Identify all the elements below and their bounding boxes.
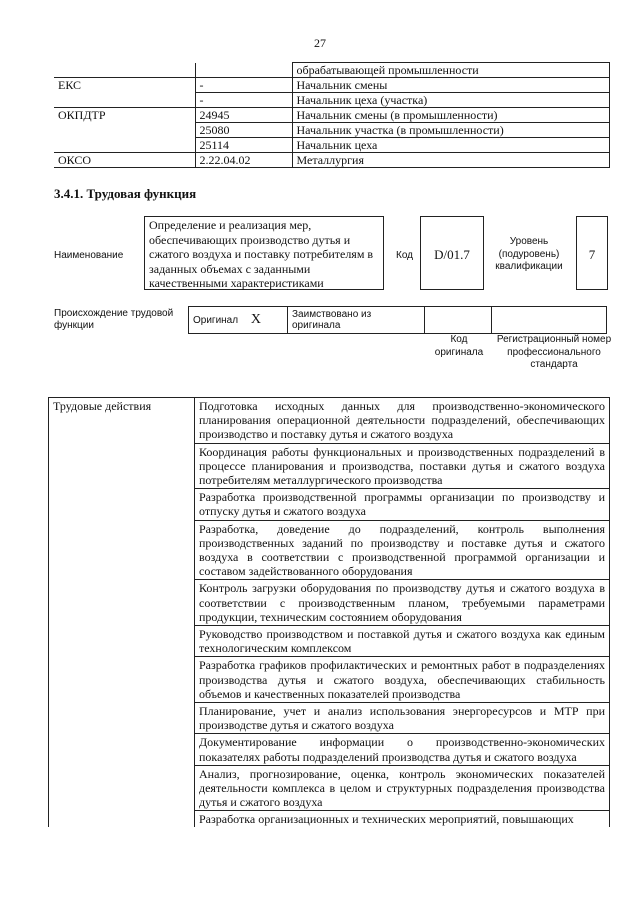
origin-code-caption: Код оригинала (434, 334, 484, 358)
codes-label (54, 138, 195, 153)
codes-name: Начальник цеха (292, 138, 610, 153)
codes-code: 2.22.04.02 (195, 153, 292, 168)
labor-action-item: Руководство производством и поставкой дутья и сжатого воздуха как единым технологическим комплексом (195, 626, 610, 657)
function-name-label: Наименование (54, 250, 124, 261)
codes-code: 25080 (195, 123, 292, 138)
labor-actions-table (48, 397, 610, 827)
qualification-level: 7 (576, 216, 608, 290)
table-row (54, 108, 610, 123)
table-row (189, 307, 607, 334)
borrowed-label: Заимствовано из оригинала (288, 307, 425, 334)
codes-code: 25114 (195, 138, 292, 153)
labor-action-item: Разработка производственной программы организации по производству и отпуску дутья и сжатого воздуха (195, 489, 610, 520)
codes-code: - (195, 93, 292, 108)
original-label: Оригинал (193, 315, 239, 326)
codes-code: 24945 (195, 108, 292, 123)
labor-action-item: Подготовка исходных данных для производственно-экономического планирования операционной деятельности подразделений, обеспечивающих производство и поставку дутья и сжатого воздуха (195, 398, 610, 444)
table-row (54, 123, 610, 138)
codes-table (54, 62, 610, 168)
origin-reg-caption: Регистрационный номер профессионального стандарта (496, 334, 612, 370)
codes-label: ЕКС (54, 78, 195, 93)
origin-code-cell (425, 307, 492, 334)
table-row (54, 138, 610, 153)
codes-name: Начальник смены (в промышленности) (292, 108, 610, 123)
origin-table (188, 306, 607, 334)
codes-name: Начальник цеха (участка) (292, 93, 610, 108)
codes-label: ОКПДТР (54, 108, 195, 123)
labor-action-item: Разработка графиков профилактических и ремонтных работ в подразделениях производства дутья и сжатого воздуха, обеспечивающих стабильность объемов и качественных показателей производства (195, 657, 610, 703)
table-row (54, 153, 610, 168)
codes-code: - (195, 78, 292, 93)
table-row (54, 78, 610, 93)
codes-name: Металлургия (292, 153, 610, 168)
codes-name: Начальник участка (в промышленности) (292, 123, 610, 138)
codes-label (54, 93, 195, 108)
table-row (54, 93, 610, 108)
labor-action-item: Разработка, доведение до подразделений, контроль выполнения производственных заданий по производству и поставке дутья и сжатого воздуха в соответствии с производственной программой организации и составом задействованного оборудования (195, 520, 610, 580)
table-row (49, 398, 610, 444)
codes-label: ОКСО (54, 153, 195, 168)
codes-name: Начальник смены (292, 78, 610, 93)
labor-action-item: Контроль загрузки оборудования по производству дутья и сжатого воздуха в соответствии с производственным планом, требуемыми параметрами продукции, техническим состоянием оборудования (195, 580, 610, 626)
section-title: 3.4.1. Трудовая функция (54, 186, 197, 201)
table-row (54, 63, 610, 78)
function-code: D/01.7 (420, 216, 484, 290)
function-name: Определение и реализация мер, обеспечивающих производство дутья и сжатого воздуха и поставку потребителям в заданных объемах с заданными качественными характеристиками (144, 216, 384, 290)
function-code-label: Код (396, 250, 414, 261)
origin-label: Происхождение трудовой функции (54, 308, 174, 331)
qualification-level-label: Уровень (подуровень) квалификации (495, 236, 563, 272)
original-mark: X (250, 312, 261, 327)
codes-code (195, 63, 292, 78)
labor-action-item: Документирование информации о производственно-экономических показателях работы подразделений производства дутья и сжатого воздуха (195, 734, 610, 765)
codes-name: обрабатывающей промышленности (292, 63, 610, 78)
labor-action-item: Координация работы функциональных и производственных подразделений в процессе планирования и производства, поставки дутья и сжатого воздуха потребителям металлургического производства (195, 443, 610, 489)
labor-action-item: Планирование, учет и анализ использования энергоресурсов и МТР при производстве дутья и сжатого воздуха (195, 703, 610, 734)
labor-actions-header: Трудовые действия (49, 398, 195, 827)
original-cell (189, 307, 288, 334)
labor-action-item: Анализ, прогнозирование, оценка, контроль экономических показателей деятельности комплекса в целом и структурных подразделения производства дутья и сжатого воздуха (195, 765, 610, 811)
origin-reg-cell (492, 307, 607, 334)
page-number: 27 (314, 36, 326, 50)
codes-label (54, 123, 195, 138)
labor-action-item: Разработка организационных и технических мероприятий, повышающих (195, 811, 610, 827)
codes-label (54, 63, 195, 78)
